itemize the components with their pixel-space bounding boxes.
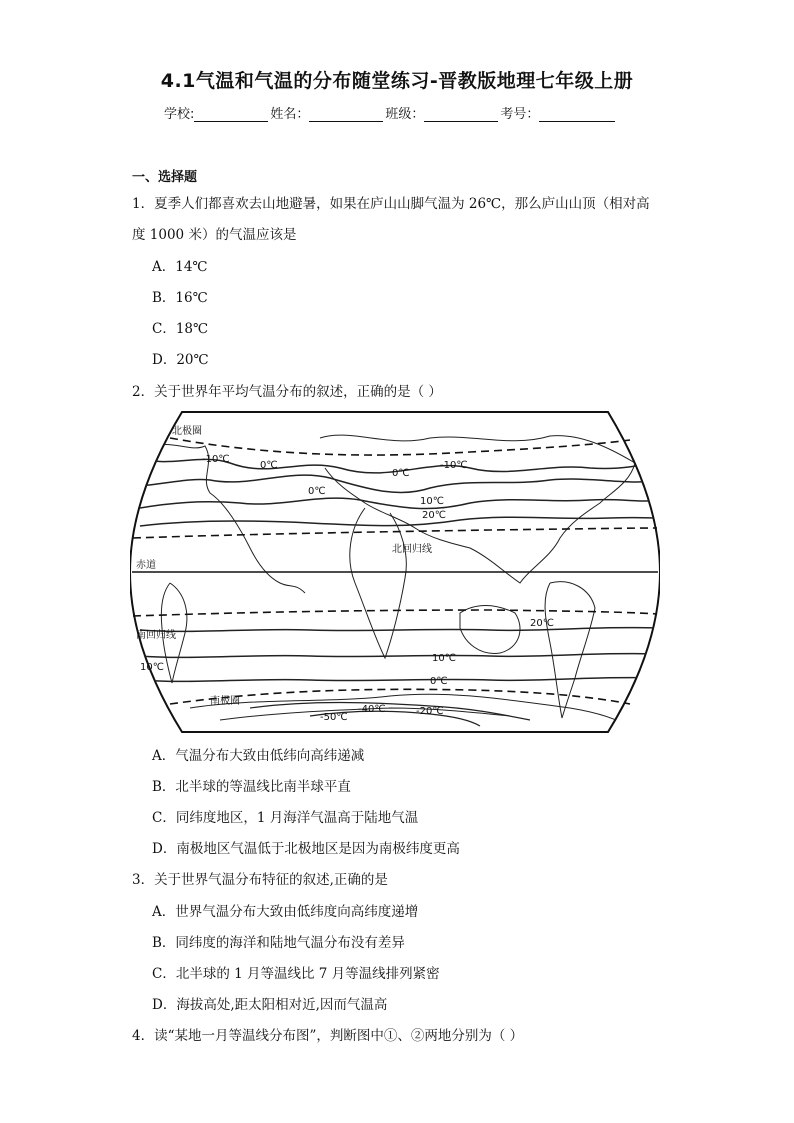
label-n-0-b: 0℃ <box>308 486 326 497</box>
q3-option-b[interactable]: B．同纬度的海洋和陆地气温分布没有差异 <box>152 935 405 951</box>
label-antarctic-circle: 南极圈 <box>210 696 240 707</box>
school-field[interactable] <box>194 107 268 122</box>
q3-option-a[interactable]: A．世界气温分布大致由低纬度向高纬度递增 <box>152 904 419 920</box>
label-s-m40: -40℃ <box>358 704 386 715</box>
q1-option-d[interactable]: D．20℃ <box>152 352 209 368</box>
q2-option-a[interactable]: A．气温分布大致由低纬向高纬递减 <box>152 748 365 764</box>
q1-stem-line2: 度 1000 米）的气温应该是 <box>132 227 297 243</box>
label-s-20: 20℃ <box>530 618 554 629</box>
label-n-10: 10℃ <box>420 496 444 507</box>
label-n-0-a: 0℃ <box>260 460 278 471</box>
student-info-row <box>164 103 617 122</box>
world-isotherm-map <box>130 408 660 736</box>
q2-option-c[interactable]: C．同纬度地区，1 月海洋气温高于陆地气温 <box>152 810 419 826</box>
class-field[interactable] <box>424 107 498 122</box>
label-n-20: 20℃ <box>422 510 446 521</box>
label-s-0: 0℃ <box>430 676 448 687</box>
label-s-10-a: 10℃ <box>140 662 164 673</box>
q1-option-c[interactable]: C．18℃ <box>152 321 209 337</box>
school-label: 学校: <box>164 107 195 122</box>
label-tropic-of-capricorn: 南回归线 <box>136 630 176 641</box>
q3-option-d[interactable]: D．海拔高处,距太阳相对近,因而气温高 <box>152 997 388 1013</box>
label-s-m50: -50℃ <box>320 712 348 723</box>
name-label: 姓名： <box>270 107 310 122</box>
label-arctic-circle: 北极圈 <box>172 426 202 437</box>
q2-option-d[interactable]: D．南极地区气温低于北极地区是因为南极纬度更高 <box>152 841 460 857</box>
q3-stem: 3．关于世界气温分布特征的叙述,正确的是 <box>132 872 388 888</box>
page-title: 4.1气温和气温的分布随堂练习-晋教版地理七年级上册 <box>160 70 634 92</box>
label-s-10-b: 10℃ <box>432 653 456 664</box>
label-equator: 赤道 <box>136 560 156 571</box>
q4-stem: 4．读“某地一月等温线分布图”，判断图中①、②两地分别为（ ） <box>132 1028 524 1044</box>
q3-option-c[interactable]: C．北半球的 1 月等温线比 7 月等温线排列紧密 <box>152 966 440 982</box>
q1-option-b[interactable]: B．16℃ <box>152 290 208 306</box>
q1-option-a[interactable]: A．14℃ <box>152 259 208 275</box>
label-s-m20: -20℃ <box>416 706 444 717</box>
label-n-m10-b: -10℃ <box>440 460 468 471</box>
name-field[interactable] <box>309 107 383 122</box>
q1-stem-line1: 1．夏季人们都喜欢去山地避暑，如果在庐山山脚气温为 26℃，那么庐山山顶（相对高 <box>132 196 650 212</box>
label-n-m10-a: -10℃ <box>202 454 230 465</box>
label-tropic-of-cancer: 北回归线 <box>392 544 432 555</box>
exam-no-label: 考号： <box>500 107 540 122</box>
section-heading: 一、选择题 <box>132 170 198 185</box>
exam-no-field[interactable] <box>539 107 615 122</box>
q2-stem: 2．关于世界年平均气温分布的叙述，正确的是（ ） <box>132 384 442 400</box>
label-n-0-c: 0℃ <box>392 468 410 479</box>
q2-option-b[interactable]: B．北半球的等温线比南半球平直 <box>152 779 351 795</box>
class-label: 班级： <box>385 107 425 122</box>
